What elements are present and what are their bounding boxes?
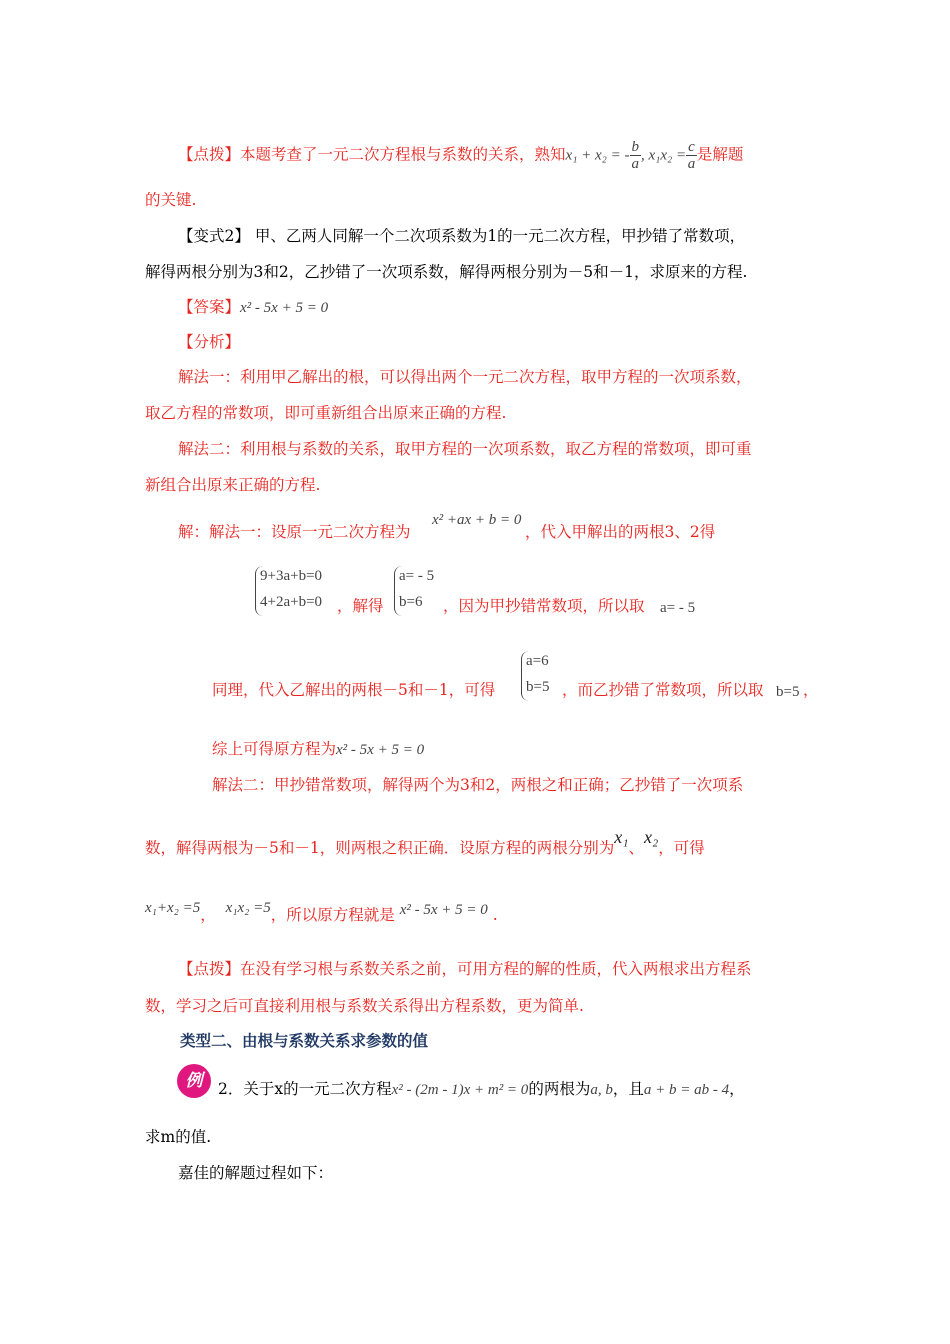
solution-same-b: ，而乙抄错了常数项，所以取 (562, 681, 764, 699)
system1-eq2: 4+2a+b=0 (260, 594, 323, 610)
example2-roots: a, b (590, 1082, 613, 1098)
example2-line1: 2．关于x的一元二次方程x² - (2m - 1)x + m² = 0的两根为a, b，且a + b = ab - 4， (218, 1080, 745, 1098)
analysis-m1-line2: 取乙方程的常数项，即可重新组合出原来正确的方程. (145, 404, 507, 422)
solution-because: ，因为甲抄错常数项，所以取 (443, 597, 645, 615)
solution-same-end: ， (803, 681, 819, 699)
solution-solve-word: ，解得 (337, 597, 384, 615)
tip1-line (178, 139, 743, 172)
tip2-line1: 【点拨】在没有学习根与系数关系之前，可用方程的解的性质，代入两根求出方程系 (178, 960, 752, 978)
tip1-line2: 的关键. (145, 191, 197, 209)
solution-same-val: b=5 (776, 684, 800, 700)
type2-heading: 类型二、由根与系数关系求参数的值 (180, 1032, 429, 1050)
variant2-tag: 【变式2】 (178, 227, 250, 245)
tip1-text-a: 本题考查了一元二次方程根与系数的关系，熟知 (240, 145, 566, 164)
answer-formula: x² - 5x + 5 = 0 (240, 300, 329, 316)
variant2-line2: 解得两根分别为3和2，乙抄错了一次项系数，解得两根分别为－5和－1，求原来的方程. (145, 263, 748, 281)
tip1-text-b: 是解题 (696, 145, 744, 164)
solution-m2-line3: x₁+x₂ =5， x₁x₂ =5，所以原方程就是 x² - 5x + 5 = 0 . (145, 900, 498, 924)
solution-intro-b: ，代入甲解出的两根3、2得 (525, 523, 716, 541)
sum-formula: x₁+x₂ =5 (145, 900, 201, 916)
system3 (526, 648, 549, 700)
analysis-m2-line2: 新组合出原来正确的方程. (145, 476, 321, 494)
root-x2: x₂ (644, 827, 659, 847)
solution-m2-line1: 解法二：甲抄错常数项，解得两个为3和2，两根之和正确；乙抄错了一次项系 (212, 776, 744, 794)
system2-eq1: a= - 5 (399, 568, 435, 584)
tip1-frac-b-over-a: $\frac{b}{a}$ (631, 139, 640, 172)
tip2-tag: 【点拨】 (178, 960, 241, 978)
system2 (399, 563, 434, 615)
analysis-m2-line1: 解法二：利用根与系数的关系，取甲方程的一次项系数，取乙方程的常数项，即可重 (178, 440, 752, 458)
example2-condition: a + b = ab - 4 (643, 1082, 730, 1098)
tip1-formula-lhs: x₁ + x₂ = - (565, 147, 630, 164)
product-formula: x₁x₂ =5 (225, 900, 271, 916)
solution-same-a: 同理，代入乙解出的两根－5和－1，可得 (212, 681, 496, 699)
tip1-formula-mid: , x₁x₂ = (641, 147, 687, 164)
analysis-tag: 【分析】 (178, 333, 241, 351)
answer-line (178, 297, 328, 318)
system2-eq2: b=6 (399, 594, 423, 610)
analysis-m1-line1: 解法一：利用甲乙解出的根，可以得出两个一元二次方程，取甲方程的一次项系数， (178, 368, 752, 386)
solution-summary-formula: x² - 5x + 5 = 0 (336, 742, 425, 758)
tip1-frac-c-over-a: $\frac{c}{a}$ (687, 139, 696, 172)
original-equation: x² - 5x + 5 = 0 (399, 902, 488, 918)
system3-eq2: b=5 (526, 679, 550, 695)
example2-line2: 求m的值. (145, 1128, 212, 1146)
solution-because-val: a= - 5 (660, 600, 696, 616)
example2-formula: x² - (2m - 1)x + m² = 0 (391, 1082, 529, 1098)
answer-tag: 【答案】 (178, 298, 241, 316)
system1-eq1: 9+3a+b=0 (260, 568, 323, 584)
root-x1: x₁ (614, 827, 629, 847)
variant2-line1: 【变式2】 甲、乙两人同解一个二次项系数为1的一元二次方程，甲抄错了常数项， (178, 227, 746, 245)
system3-eq1: a=6 (526, 653, 549, 669)
system1 (260, 563, 322, 615)
example-badge-icon: 例 (177, 1064, 211, 1098)
tip2-line2: 数，学习之后可直接利用根与系数关系得出方程系数，更为简单. (145, 997, 584, 1015)
tip1-tag: 【点拨】 (178, 145, 241, 164)
solution-m2-line2: 数，解得两根为－5和－1，则两根之积正确．设原方程的两根分别为x₁、x₂，可得 (145, 827, 705, 857)
solution-intro-formula: x² +ax + b = 0 (432, 512, 522, 528)
solution-summary: 综上可得原方程为x² - 5x + 5 = 0 (212, 740, 425, 758)
solution-intro-a: 解：解法一：设原一元二次方程为 (178, 523, 411, 541)
jiajia-line: 嘉佳的解题过程如下： (178, 1164, 334, 1182)
